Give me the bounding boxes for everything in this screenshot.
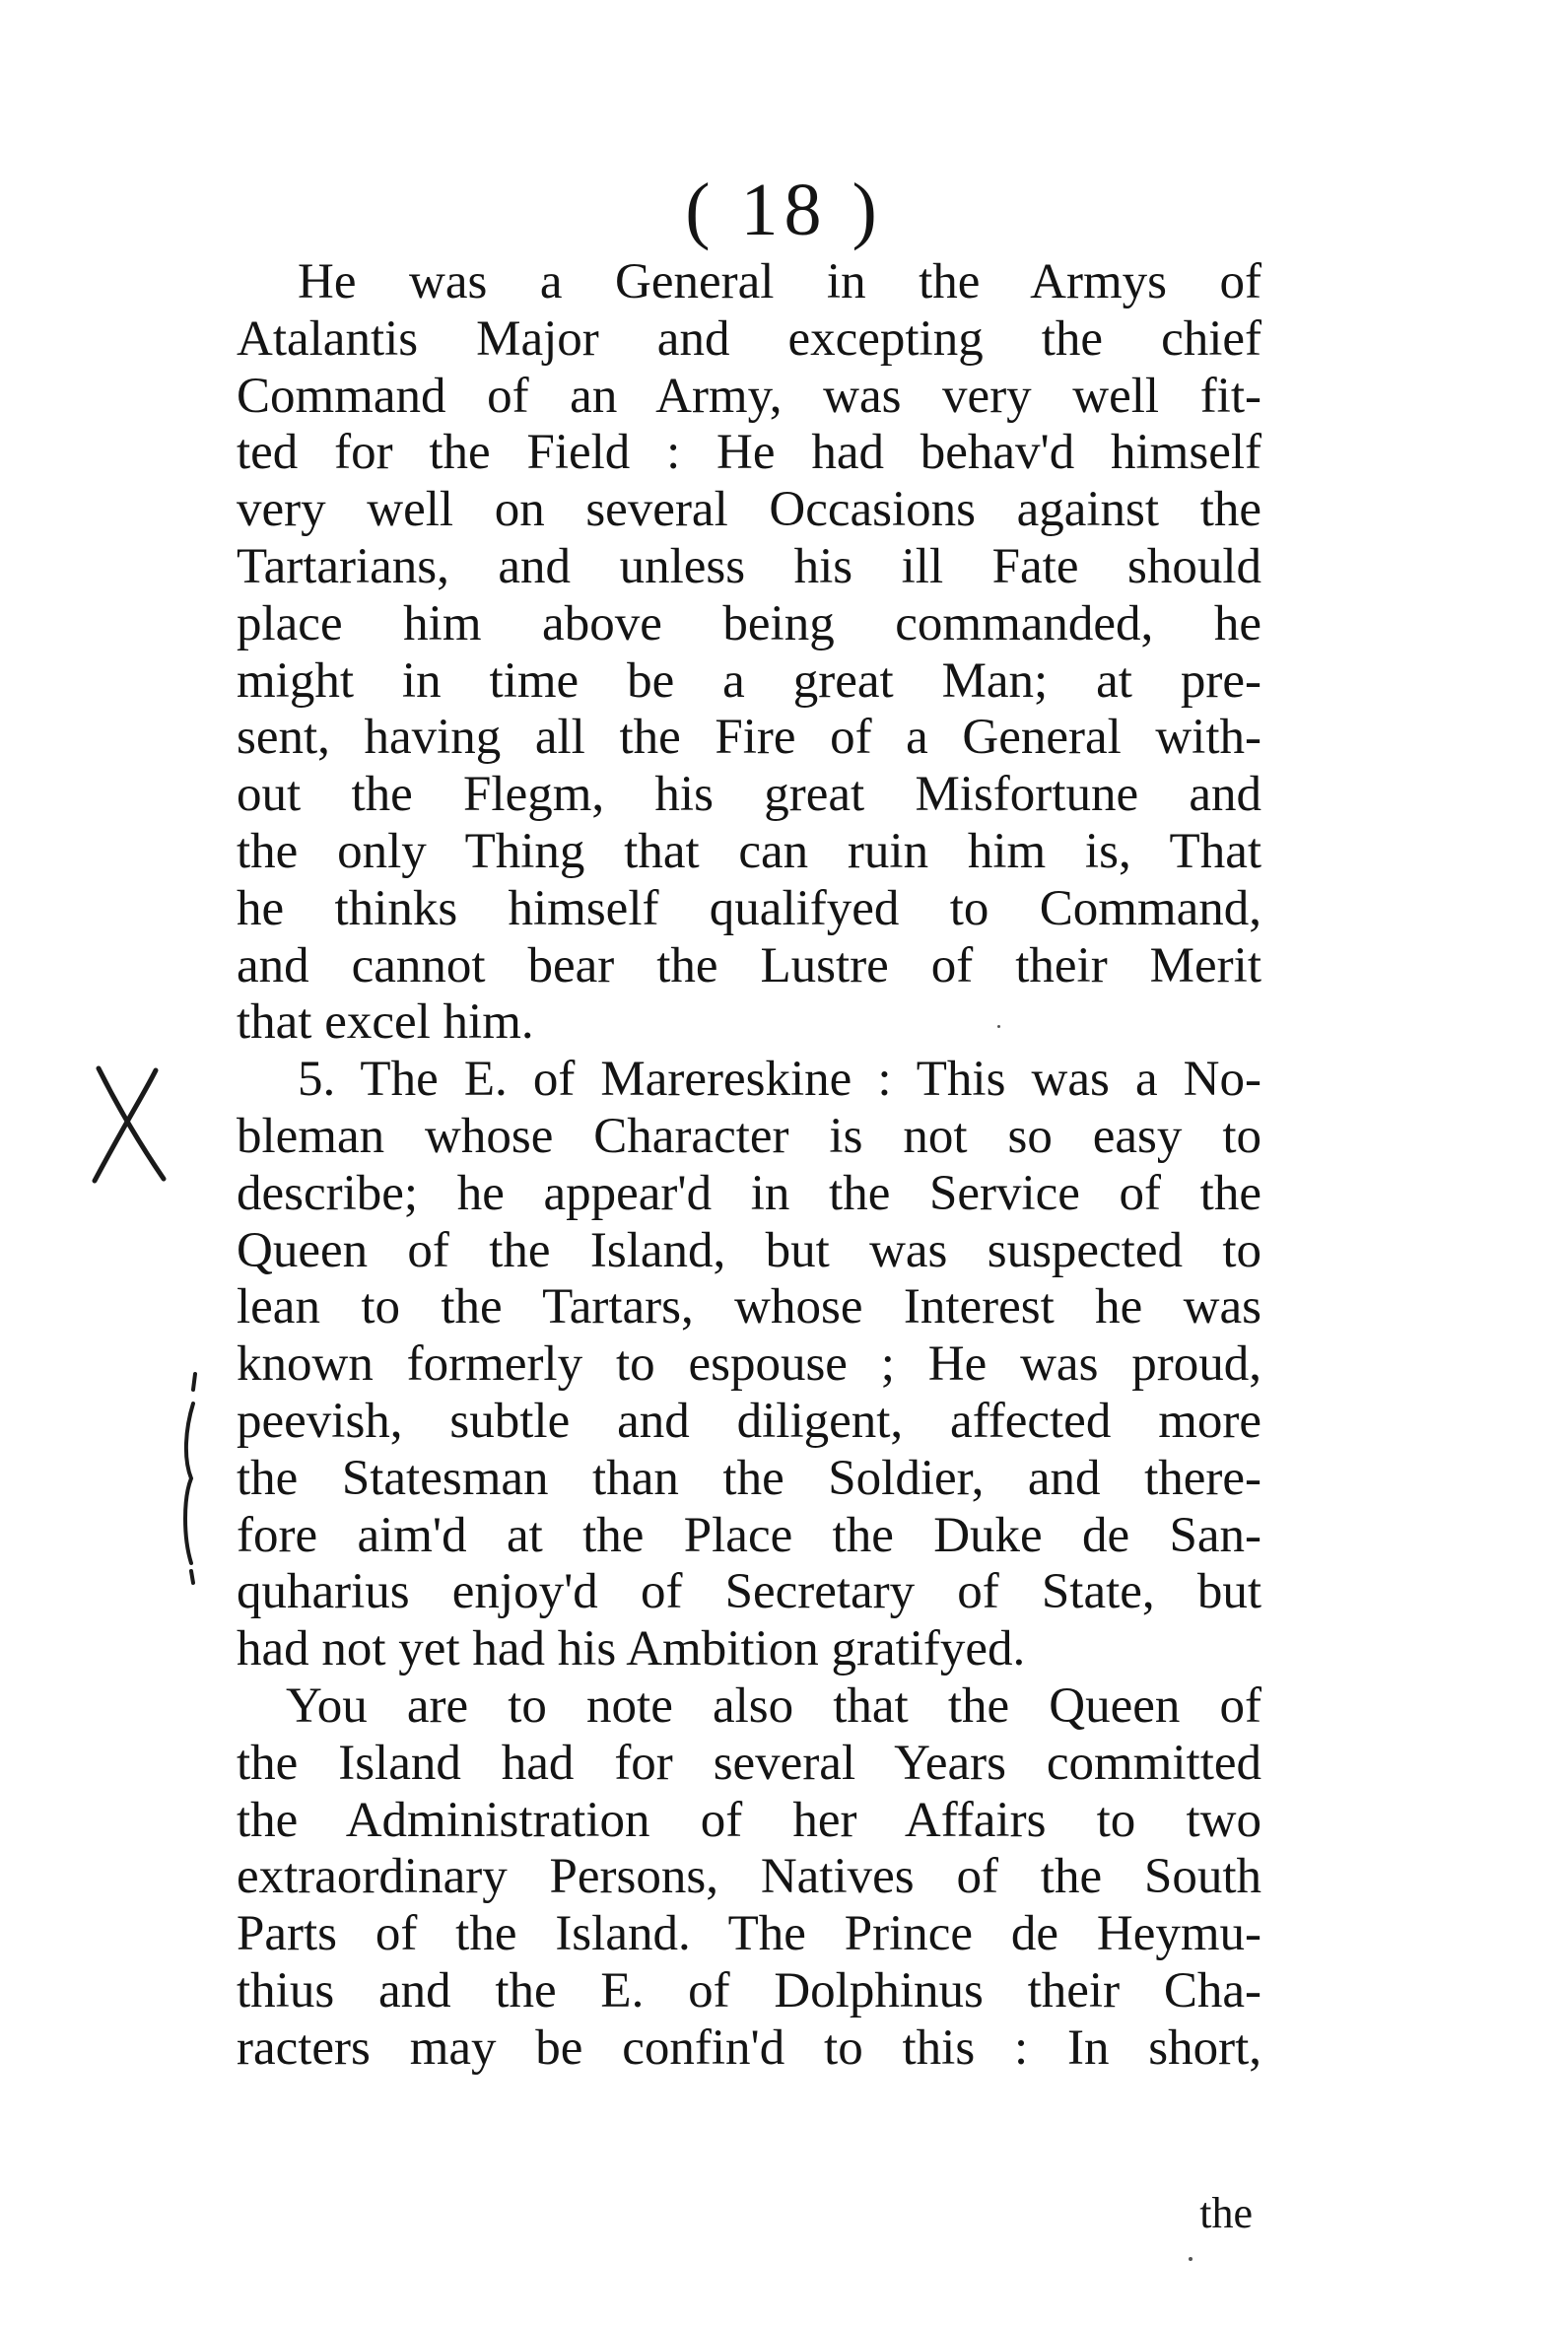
page-number: ( 18 ) [685,169,883,251]
text-line: he thinks himself qualifyed to Command, [237,880,1261,936]
text-line: very well on several Occasions against the [237,482,1261,538]
paragraph-2 [237,1052,1261,1678]
paragraph-1 [237,254,1261,1052]
text-line: place him above being commanded, he [237,595,1261,651]
text-line: 5. The E. of Marereskine : This was a No- [298,1052,1261,1108]
text-line: extraordinary Persons, Natives of the South [237,1849,1261,1905]
text-line: peevish, subtle and diligent, affected more [237,1393,1261,1449]
text-line: quharius enjoy'd of Secretary of State, but [237,1564,1261,1620]
text-line: racters may be confin'd to this : In short, [237,2019,1261,2076]
text-line: Atalantis Major and excepting the chief [237,310,1261,367]
text-line: Tartarians, and unless his ill Fate should [237,538,1261,594]
text-line: the Administration of her Affairs to two [237,1792,1261,1848]
text-line: Parts of the Island. The Prince de Heymu- [237,1906,1261,1962]
text-line: sent, having all the Fire of a General with- [237,710,1261,766]
text-line: lean to the Tartars, whose Interest he was [237,1279,1261,1335]
body-text [237,254,1261,2078]
text-line: the Island had for several Years committed [237,1735,1261,1791]
text-line: known formerly to espouse ; He was proud, [237,1336,1261,1393]
catchword: the [1199,2189,1253,2237]
text-line: fore aim'd at the Place the Duke de San- [237,1507,1261,1563]
ink-speck [1189,2257,1193,2261]
text-line: ted for the Field : He had behav'd himself [237,425,1261,481]
text-line: the Statesman than the Soldier, and there- [237,1450,1261,1506]
text-line: Queen of the Island, but was suspected to [237,1222,1261,1278]
text-line: and cannot bear the Lustre of their Merit [237,937,1261,993]
text-line: He was a General in the Armys of [298,254,1261,309]
handwritten-x-icon [87,1064,170,1187]
ink-speck [997,1025,1000,1028]
text-line: You are to note also that the Queen of [286,1677,1261,1734]
text-line: that excel him. [237,994,534,1051]
text-line: out the Flegm, his great Misfortune and [237,767,1261,823]
paragraph-3 [237,1678,1261,2078]
handwritten-brace-icon [177,1370,203,1587]
text-line: bleman whose Character is not so easy to [237,1108,1261,1164]
text-line: describe; he appear'd in the Service of the [237,1165,1261,1221]
text-line: the only Thing that can ruin him is, That [237,823,1261,879]
text-line: thius and the E. of Dolphinus their Cha- [237,1962,1261,2018]
text-line: might in time be a great Man; at pre- [237,652,1261,709]
text-line: had not yet had his Ambition gratifyed. [237,1621,1026,1677]
text-line: Command of an Army, was very well fit- [237,368,1261,424]
